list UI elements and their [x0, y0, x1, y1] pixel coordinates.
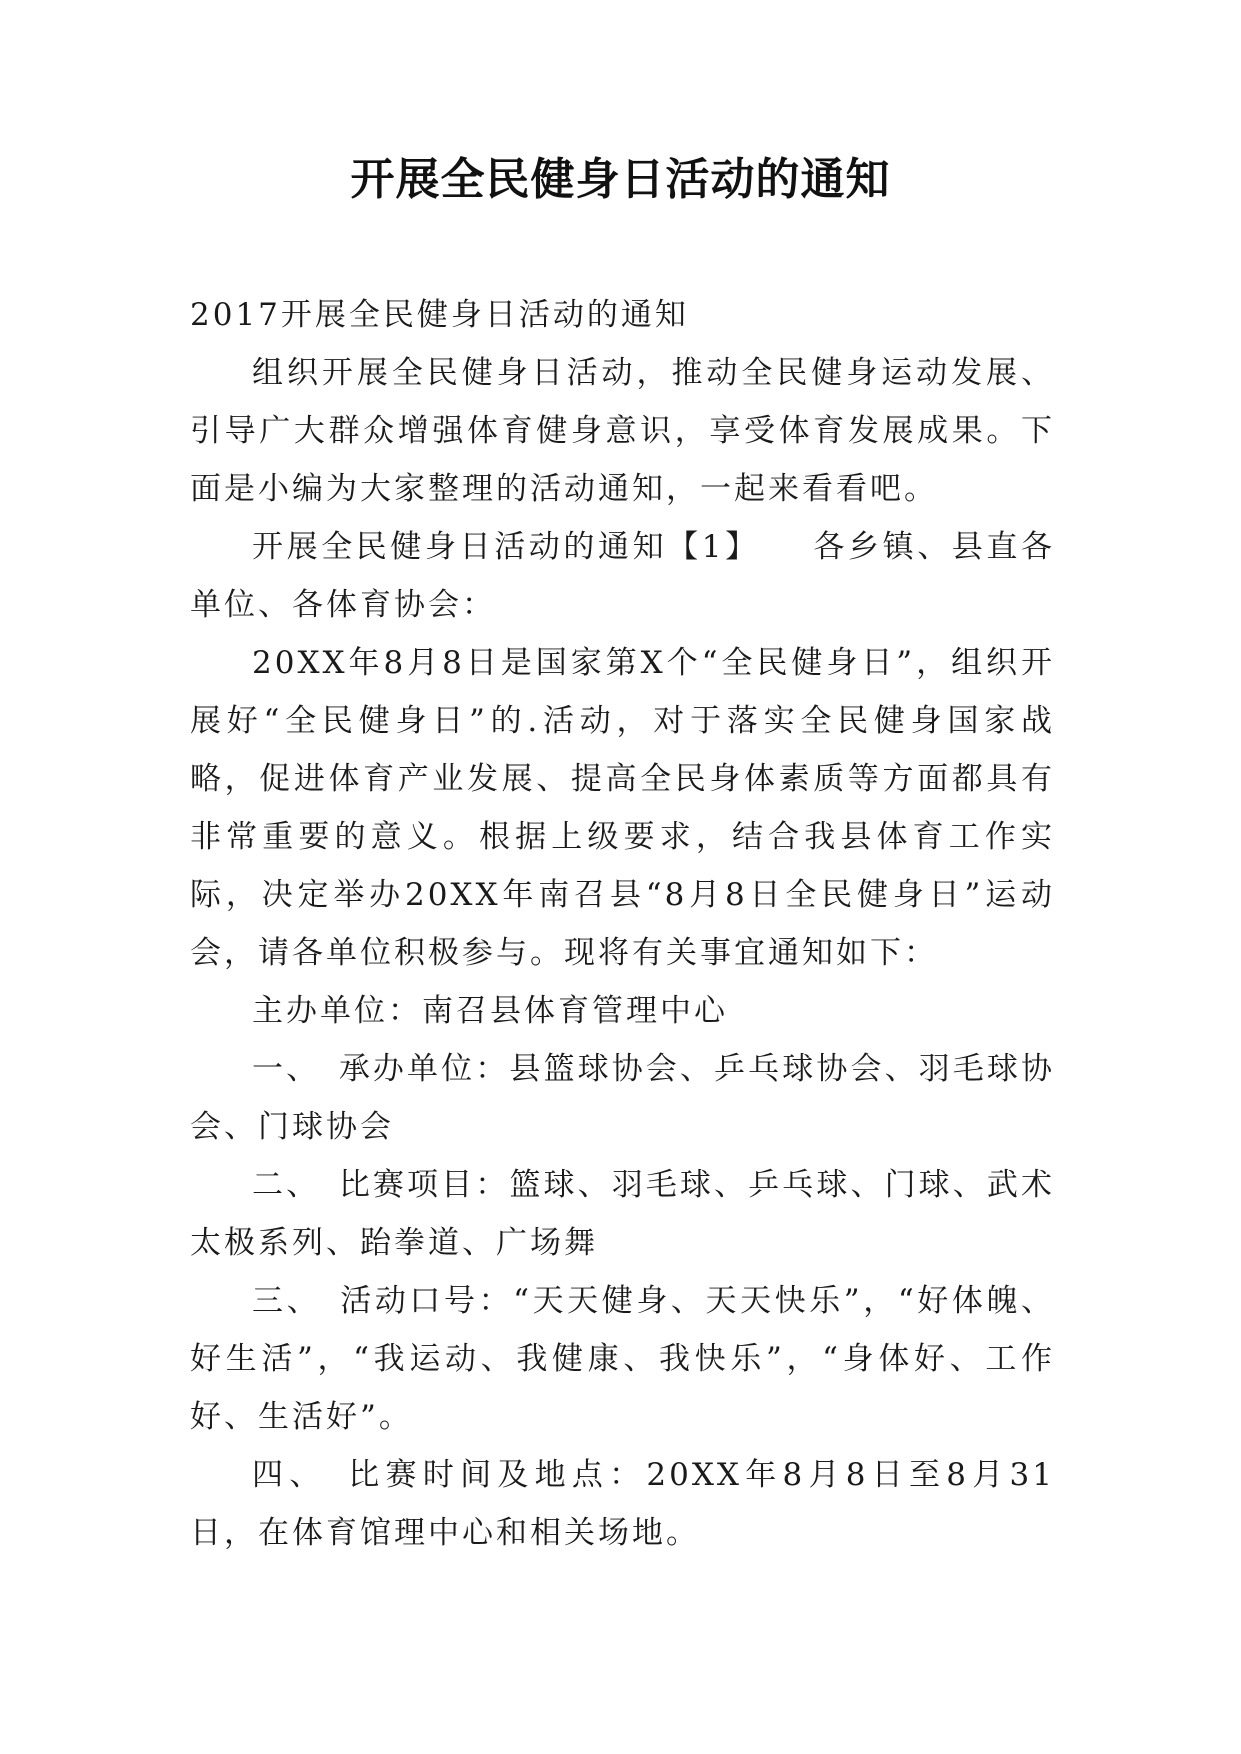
paragraph-subtitle: 2017开展全民健身日活动的通知 [190, 297, 689, 333]
paragraph-item-1: 一、 承办单位：县篮球协会、乒乓球协会、羽毛球协会、门球协会 [190, 1051, 1055, 1145]
paragraph-item-3: 三、 活动口号：“天天健身、天天快乐”，“好体魄、好生活”，“我运动、我健康、我快乐”，“身体好、工作好、生活好”。 [190, 1283, 1055, 1435]
paragraph-organizer: 主办单位：南召县体育管理中心 [252, 993, 728, 1029]
paragraph-item-2: 二、 比赛项目：篮球、羽毛球、乒乓球、门球、武术太极系列、跆拳道、广场舞 [190, 1167, 1055, 1261]
paragraph-item-4: 四、 比赛时间及地点：20XX年8月8日至8月31日，在体育馆理中心和相关场地。 [190, 1457, 1055, 1551]
document-body [190, 286, 1055, 1562]
paragraph-notice-heading: 开展全民健身日活动的通知【1】 各乡镇、县直各单位、各体育协会： [190, 529, 1055, 623]
paragraph-background: 20XX年8月8日是国家第X个“全民健身日”，组织开展好“全民健身日”的.活动，对于落实全民健身国家战略，促进体育产业发展、提高全民身体素质等方面都具有非常重要的意义。根据上级要求，结合我县体育工作实际，决定举办20XX年南召县“8月8日全民健身日”运动会，请各单位积极参与。现将有关事宜通知如下： [190, 645, 1055, 971]
document-title: 开展全民健身日活动的通知 [350, 154, 891, 205]
paragraph-intro: 组织开展全民健身日活动，推动全民健身运动发展、引导广大群众增强体育健身意识，享受体育发展成果。下面是小编为大家整理的活动通知，一起来看看吧。 [190, 355, 1055, 507]
